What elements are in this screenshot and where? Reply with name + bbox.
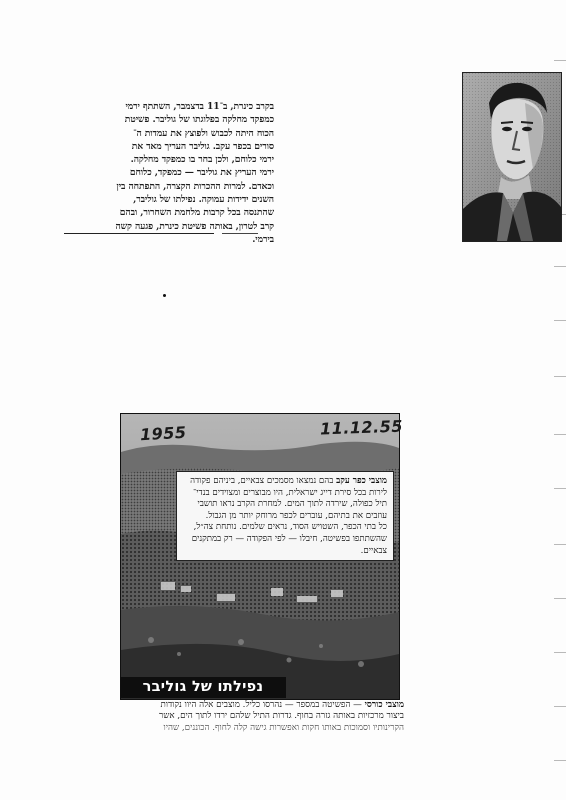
page-edge-mark bbox=[554, 760, 566, 761]
portrait-image bbox=[463, 73, 561, 241]
page-edge-mark bbox=[554, 60, 566, 61]
divider-line bbox=[64, 233, 214, 234]
article-line: ירמי העריץ את גוליבר — כמפקד, כלוחם bbox=[129, 167, 274, 179]
caption-line: עוזבים את בתיהם, עוברים לכפר מרוחק יותר מן הגבול. bbox=[205, 510, 387, 521]
caption-lead: מוצבי כורסי bbox=[364, 700, 404, 710]
caption-line: כל בתי הכפר, השטויש הסוד, נראים שלמים. נותחת צה״ל, bbox=[193, 522, 387, 533]
page-edge-mark bbox=[554, 706, 566, 707]
article-line: בקרב כינרת, ב־11 בדצמבר, השתתף ירמי bbox=[125, 101, 274, 112]
caption-line: שהשתתפו בפשיטה, חיבלו — לפי הפקודה — רק במתקנים bbox=[191, 533, 387, 544]
divider-line bbox=[222, 233, 258, 234]
photo-caption-box bbox=[176, 471, 394, 561]
article-line: בירמי. bbox=[252, 233, 274, 245]
caption-line: ביצור מרכזיות באותה גזרה בחוף. גדרות התיל שלהם ירדו לתוך הים, אשר bbox=[158, 711, 404, 722]
article-text-top bbox=[62, 100, 274, 246]
article-text-bottom bbox=[116, 700, 404, 734]
handwritten-date: 11.12.55 bbox=[319, 416, 404, 439]
caption-line: צבאיים. bbox=[360, 545, 387, 556]
page-edge-mark bbox=[554, 488, 566, 489]
article-line: הכוח היתה לכבוש ולפוצץ את עמדות ה־ bbox=[133, 127, 274, 139]
caption-line: — הפשיטה במספר — נהרסו כליל. מוצבים אלה היוו נקודות bbox=[160, 700, 362, 710]
article-line: שהתנסה בכל קרבות מלחמת השחרור, ובהם bbox=[119, 207, 274, 219]
portrait-photo bbox=[462, 72, 562, 242]
caption-line: בהם נמצאו מסמכים צבאיים, ביניהם פקודה bbox=[190, 476, 334, 486]
article-line: וכאדם. למרות ההכרות הקצרה, התפתחה בין bbox=[116, 180, 274, 192]
article-line: סורים בכפר עקב. גוליבר העריך מאד את bbox=[131, 140, 274, 152]
article-line: השנים ידידות עמוקה. נפילתו של גוליבר, bbox=[133, 194, 274, 206]
page-edge-mark bbox=[554, 652, 566, 653]
page-edge-mark bbox=[554, 266, 566, 267]
article-line: ירמי כלוחם, ולכן בחר בו כמפקד מחלקה. bbox=[130, 154, 274, 166]
headline: נפילתו של גוליבר bbox=[120, 677, 286, 698]
scan-speck bbox=[163, 294, 166, 297]
page-edge-mark bbox=[554, 320, 566, 321]
caption-line: לירות בכל סירת דייג ישראלית, היו מבוצרים ומצוידים בנדי־ bbox=[193, 487, 387, 498]
article-line: כמפקד מחלקה בפלוגתו של גוליבר. פשיטת bbox=[124, 114, 274, 126]
caption-line: הקרינותיו וסמוכות באותו חקות ואפשרות גישה קלה לחוף. הכוננים, שהיו bbox=[163, 722, 404, 733]
page-edge-mark bbox=[554, 598, 566, 599]
handwritten-year: 1955 bbox=[139, 422, 187, 445]
caption-line: תיל כפולה, שירדה לתוך המים. למחרת הקרב נראו תושבי bbox=[197, 499, 387, 510]
article-line: קרב לטרון, באותה פשיטת כינרת, פגעה קשה bbox=[115, 220, 274, 232]
page-edge-mark bbox=[554, 376, 566, 377]
page-edge-mark bbox=[554, 434, 566, 435]
caption-lead: מוצבי כפר עקב bbox=[336, 476, 387, 486]
page-edge-mark bbox=[554, 544, 566, 545]
